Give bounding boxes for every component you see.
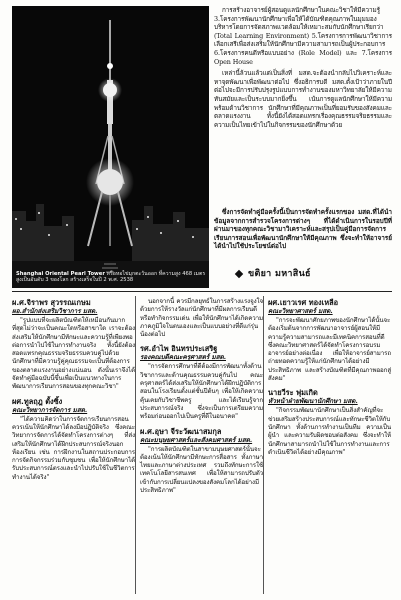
interview-quote: "ได้ความคิดว่าในการจัดการเรียนการสอนควรเน้นให้นักศึกษาได้ลงมือปฏิบัติจริง ซึ่งคณะวิทยาการจัดการได้จัดทำโครงการต่างๆ ที่ส่งเสริมให้นักศึกษาได้ฝึกประสบการณ์จริงนอกห้องเรียน เช่น การฝึกงานในสถานประกอบการ การจัดกิจกรรมร่วมกับชุมชน เพื่อให้นักศึกษาได้รับประสบการณ์ตรงและนำไปปรับใช้ในชีวิตการทำงานได้จริง" — [12, 415, 135, 481]
interview-quote-continued: นอกจากนี้ ควรมีกลยุทธ์ในการสร้างแรงจูงใจ ด้วยการให้รางวัลแก่นักศึกษาที่มีผลการเรียนดีหรือทำกิจกรรมเด่น เพื่อให้นักศึกษาได้เกิดความภาคภูมิใจในตนเองและเป็นแบบอย่างที่ดีแก่รุ่นน้องต่อไป — [140, 298, 263, 339]
interviewee-name: นายวีระ พุ่มเกิด — [268, 388, 318, 398]
photo-caption — [16, 271, 206, 284]
author-byline — [236, 266, 311, 280]
section-divider — [12, 291, 392, 292]
interviewee-role: ผอ.สำนักส่งเสริมวิชาการ มสด. — [12, 307, 98, 315]
interview-column-1 — [12, 298, 135, 487]
author-name: ขติยา มหาสินธ์ — [248, 269, 311, 279]
interview-quote: "การจัดการศึกษาที่ดีต้องมีการพัฒนาทั้งด้านวิชาการและด้านคุณธรรมควบคู่กันไป คณะครุศาสตร์ได้ส่งเสริมให้นักศึกษาได้ฝึกปฏิบัติการสอนในโรงเรียนตั้งแต่ชั้นปีต้นๆ เพื่อให้เกิดความคุ้นเคยกับวิชาชีพครู และได้เรียนรู้จากประสบการณ์จริง ซึ่งจะเป็นการเตรียมความพร้อมก่อนออกไปเป็นครูที่ดีในอนาคต" — [140, 363, 263, 421]
interview-column-3 — [268, 298, 391, 462]
interviewee-name: ผศ.ทูลฤฎ ตั้งซิ้ง — [12, 396, 63, 406]
intro-paragraph: การสร้างอาจารย์ผู้สอนดูแลนักศึกษาในคณะวิชาให้มีความรู้ 3.โครงการพัฒนานักศึกษาเพื่อให้ได้บัณฑิตคุณภาพในมุมมองบริหารโดยการจัดสภาพแวดล้อมให้เหมาะสมกับนักศึกษาเรียกว่า (Total Learning Environment) 5.โครงการการพัฒนาวิชาการเลือกเสรีเพื่อส่งเสริมให้นักศึกษามีความสามารถเป็นผู้ประกอบการ 6.โครงการคนดีหรือแบบอย่าง (Role Model) และ 7.โครงการ Open House — [214, 6, 392, 66]
interviewee-name: ผศ.เยาวเรศ ทองเหลือ — [268, 298, 339, 307]
column-divider — [135, 296, 136, 594]
highlight-paragraph — [214, 208, 392, 251]
intro-article — [214, 6, 392, 132]
pearl-tower-illustration — [12, 6, 209, 288]
photo-caption-text: หรือหอไข่มุกตะวันออก ที่ความสูง 468 เมตร สูงเป็นอันดับ 3 ของโลก สร้างเสร็จในปี 2 พ.ศ. 2538 — [16, 270, 206, 284]
interviewee-role: รองคณบดีคณะครุศาสตร์ มสด. — [140, 353, 226, 362]
interview-quote: "การจะพัฒนาศักยภาพของนักศึกษาได้นั้นจะต้องเริ่มต้นจากการพัฒนาอาจารย์ผู้สอนให้มีความรู้ความสามารถและมีเทคนิคการสอนที่ดี ซึ่งคณะวิทยาศาสตร์ได้จัดทำโครงการอบรมอาจารย์อย่างต่อเนื่อง เพื่อให้อาจารย์สามารถถ่ายทอดความรู้ให้แก่นักศึกษาได้อย่างมีประสิทธิภาพ และสร้างบัณฑิตที่มีคุณภาพออกสู่สังคม" — [268, 317, 391, 383]
interviewee-role: คณะวิทยาการจัดการ มสด. — [12, 405, 88, 414]
interviewee-name: รศ.อำไพ อินทรประเสริฐ — [140, 344, 218, 354]
interviewee-role: คณะมนุษยศาสตร์และสังคมศาสตร์ มสด. — [140, 435, 253, 444]
interviewee-role: คณะวิทยาศาสตร์ มสด. — [268, 307, 333, 315]
intro-paragraph: เหล่านี้ล้วนแล้วแต่เป็นสิ่งที่ มสด.จะต้องนำกลับไปวิเคราะห์และหาจุดพัฒนาเพื่อพัฒนาต่อไป ซึ่งอธิการบดี มสด.ตั้งเป้าว่าภายในปีต่อไปจะมีการปรับปรุงรูปแบบการทำงานของมหาวิทยาลัยให้มีความทันสมัยและเป็นระบบมากยิ่งขึ้น เน้นการดูแลนักศึกษาให้มีความพร้อมด้านวิชาการ นักศึกษาที่มีคุณภาพเป็นที่ยอมรับของสังคมและตลาดแรงงาน ทั้งนี้ยังได้สอดแทรกเรื่องคุณธรรมจริยธรรมและความเป็นไทยเข้าไปในกิจกรรมของนักศึกษาด้วย — [214, 69, 392, 129]
interview-column-2 — [140, 298, 263, 500]
photo-caption-title: Shanghai Oriental Pearl Tower — [16, 270, 105, 277]
interview-quote: "กิจกรรมพัฒนานักศึกษาเป็นสิ่งสำคัญที่จะช่วยเสริมสร้างประสบการณ์และทักษะชีวิตให้กับนักศึกษา ทั้งด้านการทำงานเป็นทีม ความเป็นผู้นำ และความรับผิดชอบต่อสังคม ซึ่งจะทำให้นักศึกษาสามารถนำไปใช้ในการทำงานและการดำเนินชีวิตได้อย่างมีคุณภาพ" — [268, 407, 391, 456]
diamond-bullet-icon — [235, 269, 243, 277]
pearl-tower-photo — [12, 6, 209, 288]
interview-quote: "การผลิตบัณฑิตในสาขามนุษยศาสตร์นั้นจะต้องเน้นให้นักศึกษามีทักษะการสื่อสาร ทั้งภาษาไทยและภาษาต่างประเทศ รวมถึงทักษะการใช้เทคโนโลยีสารสนเทศ เพื่อให้สามารถปรับตัวเข้ากับการเปลี่ยนแปลงของสังคมโลกได้อย่างมีประสิทธิภาพ" — [140, 445, 263, 495]
column-divider — [263, 296, 264, 594]
interviewee-name: ผ.ศ.จิราพร สุวรรณเกษม — [12, 298, 91, 307]
interviewee-role: หัวหน้าฝ่ายพัฒนานักศึกษา มสด. — [268, 397, 358, 406]
interview-quote: "รูปแบบที่จะผลิตบัณฑิตให้เหมือนกันมากที่สุดไม่ว่าจะเป็นคณะใดหรือสาขาใด เราจะต้องส่งเสริมให้นักศึกษามีทักษะและความรู้ที่เพียงพอต่อการนำไปใช้ในการทำงานจริง ทั้งนี้ยังต้องสอดแทรกคุณธรรมจริยธรรมควบคู่ไปด้วย นักศึกษาที่มีความรู้คู่คุณธรรมจะเป็นที่ต้องการของตลาดแรงงานอย่างแน่นอน ดังนั้นเราจึงได้จัดทำคู่มือฉบับนี้ขึ้นเพื่อเป็นแนวทางในการพัฒนาการเรียนการสอนของทุกคณะวิชา" — [12, 317, 135, 391]
highlight-text: ซึ่งการจัดทำคู่มือครั้งนี้เป็นการจัดทำครั้งแรกของ มสด.ที่ได้นำข้อมูลจากการสำรวจโครงการต่างๆ ที่ได้ดำเนินการในรอบปีที่ผ่านมาของทุกคณะวิชามาวิเคราะห์และสรุปเป็นคู่มือการจัดการเรียนการสอนเพื่อพัฒนานักศึกษาให้มีคุณภาพ ซึ่งจะทำให้อาจารย์ได้นำไปใช้ประโยชน์ต่อไป — [214, 208, 392, 251]
interviewee-name: ผ.ศ.อุษา จีระวัฒนาสมกุล — [140, 426, 222, 436]
